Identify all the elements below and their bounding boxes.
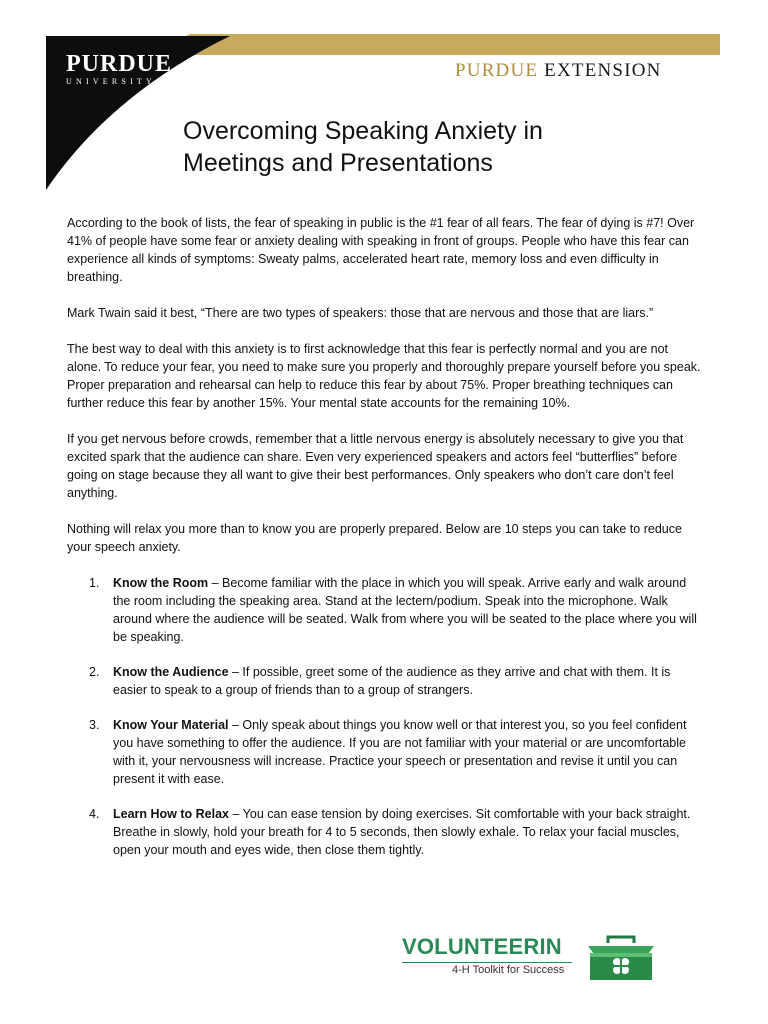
purdue-wordmark: PURDUE: [66, 51, 172, 77]
toolbox-clover-icon: [582, 934, 660, 982]
title-line-1: Overcoming Speaking Anxiety in: [183, 117, 543, 145]
step-heading: Know Your Material: [113, 718, 229, 732]
step-heading: Know the Room: [113, 576, 209, 590]
title-line-2: Meetings and Presentations: [183, 149, 493, 177]
purdue-university-logo: [66, 52, 172, 86]
step-heading: Know the Audience: [113, 665, 229, 679]
step-number: 2.: [89, 665, 100, 679]
list-item: [67, 663, 703, 699]
steps-list: [67, 574, 703, 859]
extension-logo-extension: EXTENSION: [544, 60, 662, 81]
university-wordmark: UNIVERSITY: [66, 77, 156, 86]
footer-rule: [402, 962, 572, 963]
list-item: [67, 716, 703, 788]
toolkit-tagline: 4-H Toolkit for Success: [452, 964, 565, 976]
paragraph-intro: According to the book of lists, the fear of speaking in public is the #1 fear of all fears. The fear of dying is #7! Over 41% of people have some fear or anxiety dealing with speaking in front of groups. People who have this fear can experience all kinds of symptoms: Sweaty palms, accelerated heart rate, memory loss and even difficulty in breathing.: [67, 216, 695, 284]
step-text: – Only speak about things you know well or that interest you, so you feel confident you have something to offer the audience. If you are not familiar with your material or are uncomfortable with it, your nervousness will increase. Practice your speech or presentation and revise it until you can present it with ease.: [113, 718, 687, 786]
extension-logo-purdue: PURDUE: [455, 60, 539, 81]
volunteerin-wordmark: VOLUNTEERIN: [402, 934, 562, 959]
paragraph-acknowledge: The best way to deal with this anxiety is to first acknowledge that this fear is perfectly normal and you are not alone. To reduce your fear, you need to make sure you properly and thoroughly prepare yourself before you speak. Proper preparation and rehearsal can help to reduce this fear by about 75%. Proper breathing techniques can further reduce this fear by another 15%. Your mental state accounts for the remaining 10%.: [67, 342, 701, 410]
step-number: 1.: [89, 576, 100, 590]
step-number: 3.: [89, 718, 100, 732]
list-item: [67, 574, 703, 646]
document-title: [183, 115, 663, 179]
purdue-extension-logo: [455, 60, 662, 82]
list-item: [67, 805, 703, 859]
volunteerin-footer-logo: [402, 934, 666, 984]
step-text: – Become familiar with the place in which you will speak. Arrive early and walk around the room including the speaking area. Stand at the lectern/podium. Speak into the microphone. Walk around where the audience will be seated. Walk from where you will be seated to the place where you will be speaking.: [113, 576, 697, 644]
paragraph-nervous-energy: If you get nervous before crowds, remember that a little nervous energy is absolutely necessary to give you that excited spark that the audience can share. Even very experienced speakers and actors feel “butterflies” before going on stage because they all want to give their best performances. Only speakers who don’t care don’t feel anything.: [67, 432, 684, 500]
gold-band: [150, 34, 720, 55]
step-heading: Learn How to Relax: [113, 807, 229, 821]
step-text: – You can ease tension by doing exercises. Sit comfortable with your back straight. Breathe in slowly, hold your breath for 4 to 5 seconds, then slowly exhale. To relax your facial muscles, open your mouth and eyes wide, then close them tightly.: [113, 807, 691, 857]
step-text: – If possible, greet some of the audience as they arrive and chat with them. It is easier to speak to a group of friends than to a group of strangers.: [113, 665, 671, 697]
step-number: 4.: [89, 807, 100, 821]
paragraph-preparation: Nothing will relax you more than to know you are properly prepared. Below are 10 steps you can take to reduce your speech anxiety.: [67, 522, 682, 554]
paragraph-twain-quote: Mark Twain said it best, “There are two types of speakers: those that are nervous and those that are liars.”: [67, 306, 654, 320]
document-body: [67, 214, 703, 876]
